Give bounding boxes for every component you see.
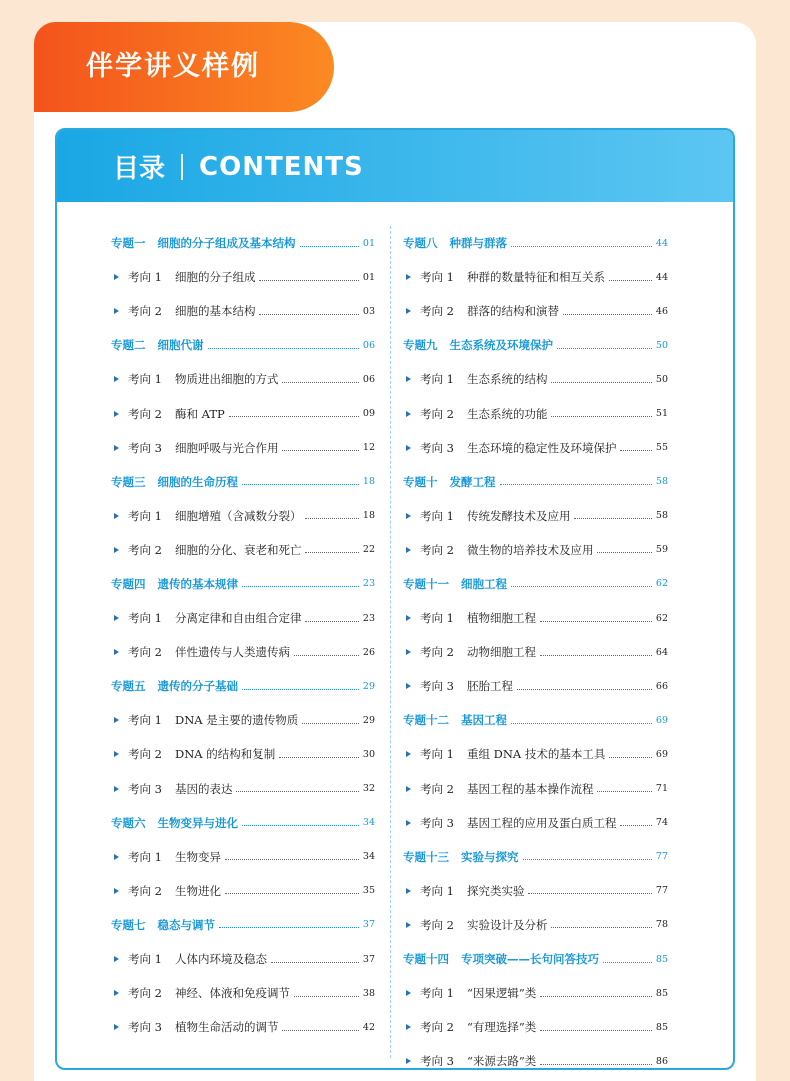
dot-leader	[225, 893, 359, 894]
dot-leader	[300, 246, 359, 247]
topic-label: 专题七	[111, 917, 146, 932]
dot-leader	[523, 859, 652, 860]
item-title: 重组 DNA 技术的基本工具	[466, 747, 606, 762]
page-number: 62	[655, 578, 668, 590]
toc-left-column	[111, 226, 375, 1044]
dot-leader	[282, 382, 358, 383]
dot-leader	[540, 1064, 652, 1065]
triangle-bullet-icon	[114, 717, 119, 723]
page-number: 71	[655, 783, 668, 795]
toc-item-row[interactable]	[111, 737, 375, 771]
item-label: 考向 3	[420, 440, 454, 455]
dot-leader	[511, 723, 652, 724]
topic-label: 专题八	[403, 236, 438, 251]
page-number: 12	[362, 442, 375, 454]
dot-leader	[511, 586, 652, 587]
item-label: 考向 2	[128, 747, 162, 762]
toc-item-row[interactable]	[111, 601, 375, 635]
item-title: DNA 的结构和复制	[174, 747, 276, 762]
page-number: 74	[655, 817, 668, 829]
topic-title: 发酵工程	[449, 474, 496, 489]
item-label: 考向 1	[128, 372, 162, 387]
page-number: 46	[655, 305, 668, 317]
dot-leader	[242, 484, 359, 485]
triangle-bullet-icon	[406, 1058, 411, 1064]
page-number: 59	[655, 544, 668, 556]
triangle-bullet-icon	[114, 649, 119, 655]
page-number: 62	[655, 612, 668, 624]
item-label: 考向 3	[420, 815, 454, 830]
item-title: 动物细胞工程	[466, 645, 536, 660]
triangle-bullet-icon	[114, 547, 119, 553]
toc-item-row[interactable]	[403, 772, 668, 806]
triangle-bullet-icon	[406, 990, 411, 996]
page-number: 69	[655, 748, 668, 760]
page-number: 01	[362, 237, 375, 249]
page-number: 78	[655, 919, 668, 931]
topic-label: 专题五	[111, 679, 146, 694]
item-label: 考向 1	[128, 508, 162, 523]
toc-topic-row[interactable]	[111, 567, 375, 601]
toc-item-row[interactable]	[403, 908, 668, 942]
toc-item-row[interactable]	[403, 294, 668, 328]
topic-label: 专题十四	[403, 952, 449, 967]
toc-item-row[interactable]	[111, 431, 375, 465]
page-number: 69	[655, 714, 668, 726]
dot-leader	[259, 314, 358, 315]
topic-title: 实验与探究	[461, 849, 519, 864]
item-label: 考向 2	[420, 781, 454, 796]
page-number: 35	[362, 885, 375, 897]
item-title: 生态系统的功能	[466, 406, 548, 421]
page-number: 23	[362, 578, 375, 590]
page-number: 86	[655, 1055, 668, 1067]
section-banner	[34, 22, 334, 112]
page-number: 09	[362, 408, 375, 420]
dot-leader	[540, 621, 652, 622]
toc-topic-row[interactable]	[403, 328, 668, 362]
item-label: 考向 3	[420, 679, 454, 694]
item-label: 考向 1	[128, 713, 162, 728]
triangle-bullet-icon	[114, 751, 119, 757]
item-label: 考向 2	[128, 406, 162, 421]
item-title: 基因工程的基本操作流程	[466, 781, 594, 796]
triangle-bullet-icon	[406, 615, 411, 621]
triangle-bullet-icon	[406, 308, 411, 314]
toc-item-row[interactable]	[111, 942, 375, 976]
toc-item-row[interactable]	[111, 703, 375, 737]
topic-label: 专题十一	[403, 576, 449, 591]
page-number: 85	[655, 987, 668, 999]
page-number: 58	[655, 476, 668, 488]
triangle-bullet-icon	[114, 615, 119, 621]
topic-title: 遗传的分子基础	[157, 679, 238, 694]
triangle-bullet-icon	[406, 1024, 411, 1030]
triangle-bullet-icon	[114, 308, 119, 314]
item-title: 生态系统的结构	[466, 372, 548, 387]
topic-label: 专题十三	[403, 849, 449, 864]
item-label: 考向 3	[128, 440, 162, 455]
toc-item-row[interactable]	[111, 396, 375, 430]
topic-title: 细胞代谢	[157, 338, 204, 353]
toc-topic-row[interactable]	[111, 669, 375, 703]
contents-header	[57, 130, 733, 202]
toc-item-row[interactable]	[403, 669, 668, 703]
dot-leader	[551, 927, 651, 928]
dot-leader	[528, 893, 651, 894]
dot-leader	[597, 552, 651, 553]
triangle-bullet-icon	[406, 751, 411, 757]
dot-leader	[279, 757, 359, 758]
toc-item-row[interactable]	[403, 499, 668, 533]
dot-leader	[225, 859, 359, 860]
page-number: 77	[655, 851, 668, 863]
topic-label: 专题十二	[403, 713, 449, 728]
item-label: 考向 1	[128, 952, 162, 967]
item-title: 植物生命活动的调节	[174, 1020, 279, 1035]
triangle-bullet-icon	[406, 547, 411, 553]
item-label: 考向 1	[420, 611, 454, 626]
page-number: 34	[362, 851, 375, 863]
toc-item-row[interactable]	[111, 635, 375, 669]
dot-leader	[551, 382, 651, 383]
dot-leader	[294, 996, 359, 997]
item-label: 考向 2	[420, 406, 454, 421]
page-number: 37	[362, 953, 375, 965]
item-title: 胚胎工程	[466, 679, 513, 694]
page-number: 44	[655, 271, 668, 283]
toc-item-row[interactable]	[403, 806, 668, 840]
page-number: 55	[655, 442, 668, 454]
toc-topic-row[interactable]	[403, 465, 668, 499]
page-number: 38	[362, 987, 375, 999]
page-number: 66	[655, 680, 668, 692]
item-label: 考向 2	[420, 917, 454, 932]
header-title-cn: 目录	[113, 154, 166, 184]
item-title: 传统发酵技术及应用	[466, 508, 571, 523]
item-title: 植物细胞工程	[466, 611, 536, 626]
toc-item-row[interactable]	[111, 772, 375, 806]
topic-label: 专题三	[111, 474, 146, 489]
triangle-bullet-icon	[114, 786, 119, 792]
toc-item-row[interactable]	[403, 1010, 668, 1044]
triangle-bullet-icon	[406, 888, 411, 894]
triangle-bullet-icon	[406, 820, 411, 826]
triangle-bullet-icon	[114, 376, 119, 382]
item-label: 考向 2	[420, 645, 454, 660]
topic-label: 专题十	[403, 474, 438, 489]
page-number: 34	[362, 817, 375, 829]
toc-item-row[interactable]	[111, 294, 375, 328]
item-label: 考向 2	[420, 304, 454, 319]
page-number: 01	[362, 271, 375, 283]
item-title: 分离定律和自由组合定律	[174, 611, 302, 626]
page-number: 06	[362, 339, 375, 351]
item-label: 考向 3	[420, 1054, 454, 1069]
dot-leader	[597, 791, 651, 792]
dot-leader	[294, 655, 359, 656]
toc-item-row[interactable]	[111, 499, 375, 533]
item-label: 考向 1	[128, 849, 162, 864]
topic-label: 专题四	[111, 576, 146, 591]
item-title: 生物变异	[174, 849, 221, 864]
dot-leader	[609, 757, 652, 758]
item-title: 微生物的培养技术及应用	[466, 542, 594, 557]
item-title: 细胞增殖（含减数分裂）	[174, 508, 302, 523]
page-number: 50	[655, 373, 668, 385]
dot-leader	[517, 689, 652, 690]
item-label: 考向 1	[420, 508, 454, 523]
dot-leader	[609, 280, 652, 281]
item-title: “来源去路”类	[466, 1054, 537, 1069]
toc-topic-row[interactable]	[111, 226, 375, 260]
toc-item-row[interactable]	[111, 260, 375, 294]
item-title: 基因工程的应用及蛋白质工程	[466, 815, 617, 830]
dot-leader	[574, 518, 651, 519]
item-label: 考向 1	[420, 883, 454, 898]
dot-leader	[557, 348, 652, 349]
triangle-bullet-icon	[406, 922, 411, 928]
toc-item-row[interactable]	[111, 362, 375, 396]
item-label: 考向 1	[420, 747, 454, 762]
page-number: 26	[362, 646, 375, 658]
page-number: 03	[362, 305, 375, 317]
item-title: 酶和 ATP	[174, 406, 225, 421]
page-number: 51	[655, 408, 668, 420]
item-label: 考向 1	[128, 270, 162, 285]
dot-leader	[305, 621, 358, 622]
item-title: “因果逻辑”类	[466, 986, 537, 1001]
dot-leader	[242, 586, 359, 587]
triangle-bullet-icon	[114, 411, 119, 417]
dot-leader	[271, 962, 359, 963]
triangle-bullet-icon	[406, 786, 411, 792]
item-title: 种群的数量特征和相互关系	[466, 270, 605, 285]
item-title: 探究类实验	[466, 883, 525, 898]
dot-leader	[603, 962, 652, 963]
toc-topic-row[interactable]	[403, 703, 668, 737]
dot-leader	[540, 655, 652, 656]
toc-item-row[interactable]	[111, 840, 375, 874]
page-number: 42	[362, 1021, 375, 1033]
toc-item-row[interactable]	[403, 431, 668, 465]
triangle-bullet-icon	[406, 445, 411, 451]
topic-title: 生物变异与进化	[157, 815, 238, 830]
topic-title: 细胞工程	[461, 576, 507, 591]
toc-topic-row[interactable]	[403, 840, 668, 874]
dot-leader	[620, 825, 651, 826]
toc-item-row[interactable]	[111, 1010, 375, 1044]
page-number: 18	[362, 510, 375, 522]
dot-leader	[219, 927, 359, 928]
toc-topic-row[interactable]	[111, 465, 375, 499]
page-number: 58	[655, 510, 668, 522]
item-label: 考向 2	[128, 304, 162, 319]
page-number: 85	[655, 1021, 668, 1033]
page-number: 18	[362, 476, 375, 488]
item-title: 细胞的分子组成	[174, 270, 256, 285]
dot-leader	[259, 280, 358, 281]
topic-title: 基因工程	[461, 713, 507, 728]
toc-item-row[interactable]	[403, 1044, 668, 1070]
item-title: 实验设计及分析	[466, 917, 548, 932]
item-label: 考向 1	[420, 270, 454, 285]
triangle-bullet-icon	[406, 683, 411, 689]
dot-leader	[242, 689, 359, 690]
dot-leader	[563, 314, 652, 315]
triangle-bullet-icon	[406, 376, 411, 382]
toc-item-row[interactable]	[403, 976, 668, 1010]
column-divider	[390, 226, 391, 1058]
triangle-bullet-icon	[114, 274, 119, 280]
toc-item-row[interactable]	[403, 533, 668, 567]
toc-topic-row[interactable]	[403, 226, 668, 260]
dot-leader	[229, 416, 359, 417]
toc-item-row[interactable]	[403, 601, 668, 635]
triangle-bullet-icon	[406, 411, 411, 417]
triangle-bullet-icon	[114, 513, 119, 519]
page-number: 29	[362, 714, 375, 726]
page-number: 06	[362, 373, 375, 385]
topic-label: 专题一	[111, 236, 146, 251]
dot-leader	[540, 996, 652, 997]
item-title: DNA 是主要的遗传物质	[174, 713, 299, 728]
page-number: 64	[655, 646, 668, 658]
toc-item-row[interactable]	[403, 635, 668, 669]
item-title: 细胞呼吸与光合作用	[174, 440, 279, 455]
page-number: 30	[362, 748, 375, 760]
dot-leader	[540, 1030, 652, 1031]
contents-card	[55, 128, 735, 1070]
item-title: 细胞的分化、衰老和死亡	[174, 542, 302, 557]
toc-item-row[interactable]	[111, 976, 375, 1010]
page-number: 77	[655, 885, 668, 897]
topic-title: 遗传的基本规律	[157, 576, 238, 591]
toc-topic-row[interactable]	[403, 567, 668, 601]
triangle-bullet-icon	[406, 649, 411, 655]
item-title: 生物进化	[174, 883, 221, 898]
item-label: 考向 2	[128, 542, 162, 557]
banner-title: 伴学讲义样例	[86, 51, 260, 82]
toc-item-row[interactable]	[403, 260, 668, 294]
dot-leader	[242, 825, 359, 826]
triangle-bullet-icon	[406, 513, 411, 519]
toc-item-row[interactable]	[403, 737, 668, 771]
triangle-bullet-icon	[114, 1024, 119, 1030]
dot-leader	[500, 484, 652, 485]
triangle-bullet-icon	[114, 445, 119, 451]
topic-label: 专题六	[111, 815, 146, 830]
dot-leader	[302, 723, 359, 724]
page-number: 44	[655, 237, 668, 249]
item-title: 物质进出细胞的方式	[174, 372, 279, 387]
toc-topic-row[interactable]	[111, 806, 375, 840]
item-title: 生态环境的稳定性及环境保护	[466, 440, 617, 455]
page-number: 29	[362, 680, 375, 692]
topic-title: 稳态与调节	[157, 917, 215, 932]
topic-title: 种群与群落	[449, 236, 507, 251]
triangle-bullet-icon	[114, 990, 119, 996]
item-title: 细胞的基本结构	[174, 304, 256, 319]
toc-topic-row[interactable]	[111, 328, 375, 362]
topic-title: 生态系统及环境保护	[449, 338, 553, 353]
page-number: 85	[655, 953, 668, 965]
toc-item-row[interactable]	[403, 362, 668, 396]
topic-title: 细胞的分子组成及基本结构	[157, 236, 296, 251]
item-label: 考向 2	[420, 1020, 454, 1035]
dot-leader	[282, 1030, 358, 1031]
dot-leader	[282, 450, 358, 451]
item-label: 考向 2	[128, 645, 162, 660]
page-number: 32	[362, 783, 375, 795]
item-label: 考向 1	[420, 986, 454, 1001]
triangle-bullet-icon	[406, 274, 411, 280]
triangle-bullet-icon	[114, 956, 119, 962]
item-title: 人体内环境及稳态	[174, 952, 267, 967]
item-title: “有理选择”类	[466, 1020, 537, 1035]
toc-item-row[interactable]	[403, 396, 668, 430]
dot-leader	[511, 246, 652, 247]
topic-title: 细胞的生命历程	[157, 474, 238, 489]
dot-leader	[208, 348, 359, 349]
dot-leader	[236, 791, 358, 792]
triangle-bullet-icon	[114, 854, 119, 860]
topic-label: 专题二	[111, 338, 146, 353]
dot-leader	[620, 450, 651, 451]
toc-topic-row[interactable]	[403, 942, 668, 976]
page-number: 22	[362, 544, 375, 556]
item-label: 考向 2	[128, 986, 162, 1001]
item-label: 考向 1	[128, 611, 162, 626]
toc-item-row[interactable]	[111, 874, 375, 908]
topic-title: 专项突破——长句问答技巧	[461, 952, 599, 967]
item-title: 基因的表达	[174, 781, 233, 796]
item-label: 考向 3	[128, 781, 162, 796]
page-number: 50	[655, 339, 668, 351]
item-title: 神经、体液和免疫调节	[174, 986, 290, 1001]
header-separator	[181, 154, 183, 180]
dot-leader	[551, 416, 651, 417]
toc-item-row[interactable]	[111, 533, 375, 567]
toc-item-row[interactable]	[403, 874, 668, 908]
page-number: 23	[362, 612, 375, 624]
toc-right-column	[403, 226, 668, 1070]
header-title-en: CONTENTS	[199, 151, 364, 182]
topic-label: 专题九	[403, 338, 438, 353]
triangle-bullet-icon	[114, 888, 119, 894]
item-label: 考向 3	[128, 1020, 162, 1035]
item-title: 伴性遗传与人类遗传病	[174, 645, 290, 660]
dot-leader	[305, 552, 358, 553]
item-title: 群落的结构和演替	[466, 304, 559, 319]
item-label: 考向 2	[420, 542, 454, 557]
page-number: 37	[362, 919, 375, 931]
item-label: 考向 1	[420, 372, 454, 387]
toc-topic-row[interactable]	[111, 908, 375, 942]
item-label: 考向 2	[128, 883, 162, 898]
dot-leader	[305, 518, 358, 519]
